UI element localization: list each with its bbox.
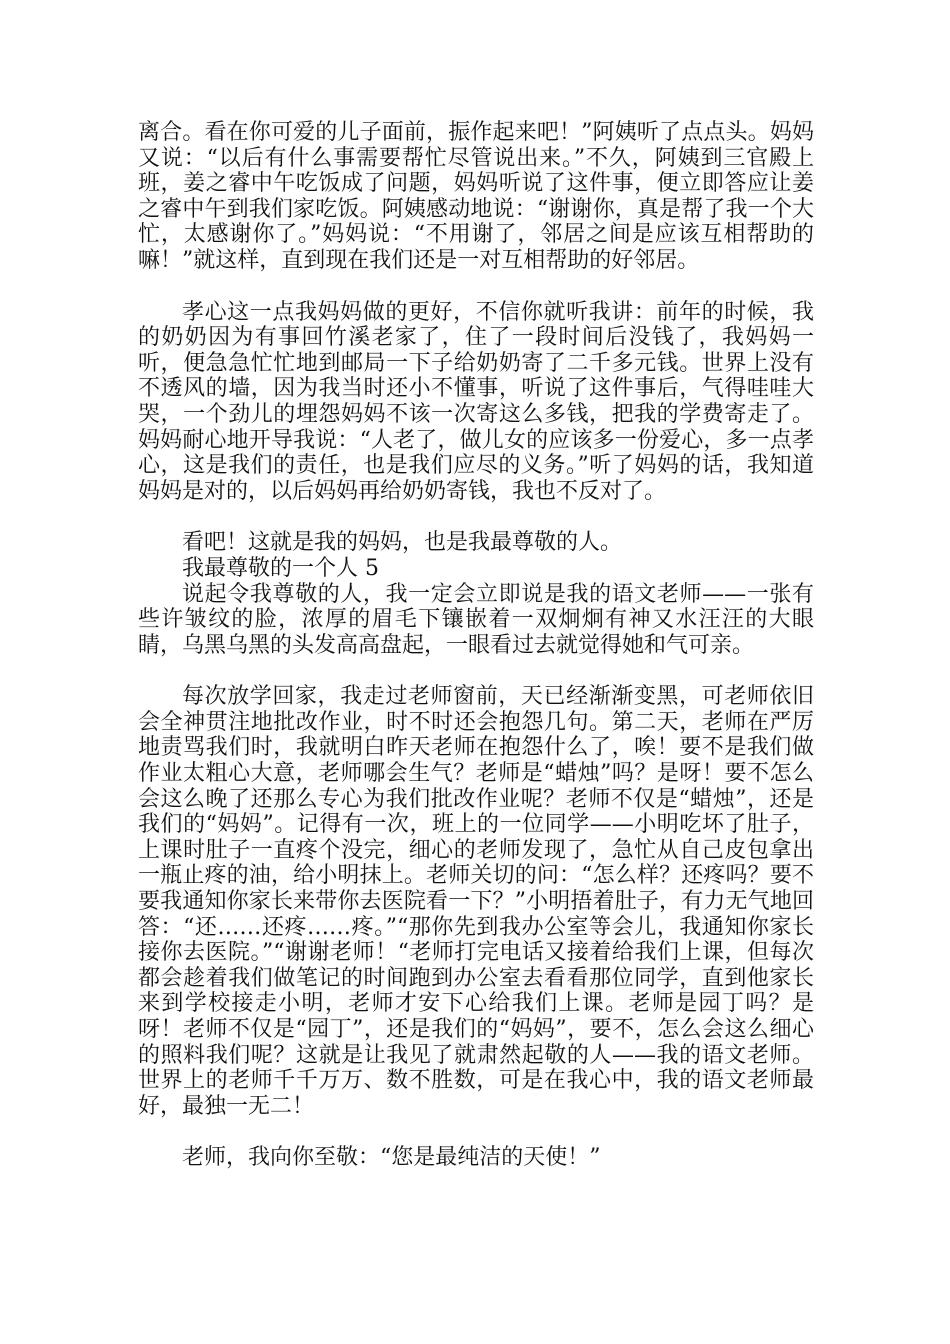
paragraph-closing: 老师，我向你至敬：“您是最纯洁的天使！”: [182, 1145, 601, 1171]
document-body: [138, 120, 814, 1171]
paragraph-spacer: [138, 274, 814, 300]
paragraph-neighbors: 离合。看在你可爱的儿子面前，振作起来吧！”阿姨听了点点头。妈妈又说：“以后有什么事需要帮忙尽管说出来。”不久，阿姨到三官殿上班，姜之睿中午吃饭成了问题，妈妈听说了这件事，便立即答应让姜之睿中午到我们家吃饭。阿姨感动地说：“谢谢你，真是帮了我一个大忙，太感谢你了。”妈妈说：“不用谢了，邻居之间是应该互相帮助的嘛！”就这样，直到现在我们还是一对互相帮助的好邻居。: [138, 120, 814, 273]
paragraph-conclusion-mother: 看吧！这就是我的妈妈，也是我最尊敬的人。: [182, 530, 623, 556]
paragraph-filial-piety: 孝心这一点我妈妈做的更好，不信你就听我讲：前年的时候，我的奶奶因为有事回竹溪老家了，住了一段时间后没钱了，我妈妈一听，便急急忙忙地到邮局一下子给奶奶寄了二千多元钱。世界上没有不透风的墙，因为我当时还小不懂事，听说了这件事后，气得哇哇大哭，一个劲儿的埋怨妈妈不该一次寄这么多钱，把我的学费寄走了。妈妈耐心地开导我说：“人老了，做儿女的应该多一份爱心，多一点孝心，这是我们的责任，也是我们应尽的义务。”听了妈妈的话，我知道妈妈是对的，以后妈妈再给奶奶寄钱，我也不反对了。: [138, 299, 814, 504]
paragraph-teacher-story: 每次放学回家，我走过老师窗前，天已经渐渐变黑，可老师依旧会全神贯注地批改作业，时不时还会抱怨几句。第二天，老师在严厉地责骂我们时，我就明白昨天老师在抱怨什么了，唉！要不是我们做作业太粗心大意，老师哪会生气？老师是“蜡烛”吗？是呀！要不怎么会这么晚了还那么专心为我们批改作业呢？老师不仅是“蜡烛”，还是我们的“妈妈”。记得有一次，班上的一位同学——小明吃坏了肚子，上课时肚子一直疼个没完，细心的老师发现了，急忙从自己皮包拿出一瓶止疼的油，给小明抹上。老师关切的问：“怎么样？还疼吗？要不要我通知你家长来带你去医院看一下？”小明捂着肚子，有力无气地回答：“还……还疼……疼。”“那你先到我办公室等会儿，我通知你家长接你去医院。”“谢谢老师！“老师打完电话又接着给我们上课，但每次都会趁着我们做笔记的时间跑到办公室去看看那位同学，直到他家长来到学校接走小明，老师才安下心给我们上课。老师是园丁吗？是呀！老师不仅是“园丁”，还是我们的“妈妈”，要不，怎么会这么细心的照料我们呢？这就是让我见了就肃然起敬的人——我的语文老师。世界上的老师千千万万、数不胜数，可是在我心中，我的语文老师最好，最独一无二！: [138, 684, 814, 1119]
paragraph-teacher-intro: 说起令我尊敬的人，我一定会立即说是我的语文老师——一张有些许皱纹的脸，浓厚的眉毛下镶嵌着一双炯炯有神又水汪汪的大眼睛，乌黑乌黑的头发高高盘起，一眼看过去就觉得她和气可亲。: [138, 581, 814, 658]
paragraph-spacer: [138, 504, 814, 530]
paragraph-spacer: [138, 658, 814, 684]
section-heading: 我最尊敬的一个人 5: [182, 555, 379, 581]
paragraph-spacer: [138, 1119, 814, 1145]
